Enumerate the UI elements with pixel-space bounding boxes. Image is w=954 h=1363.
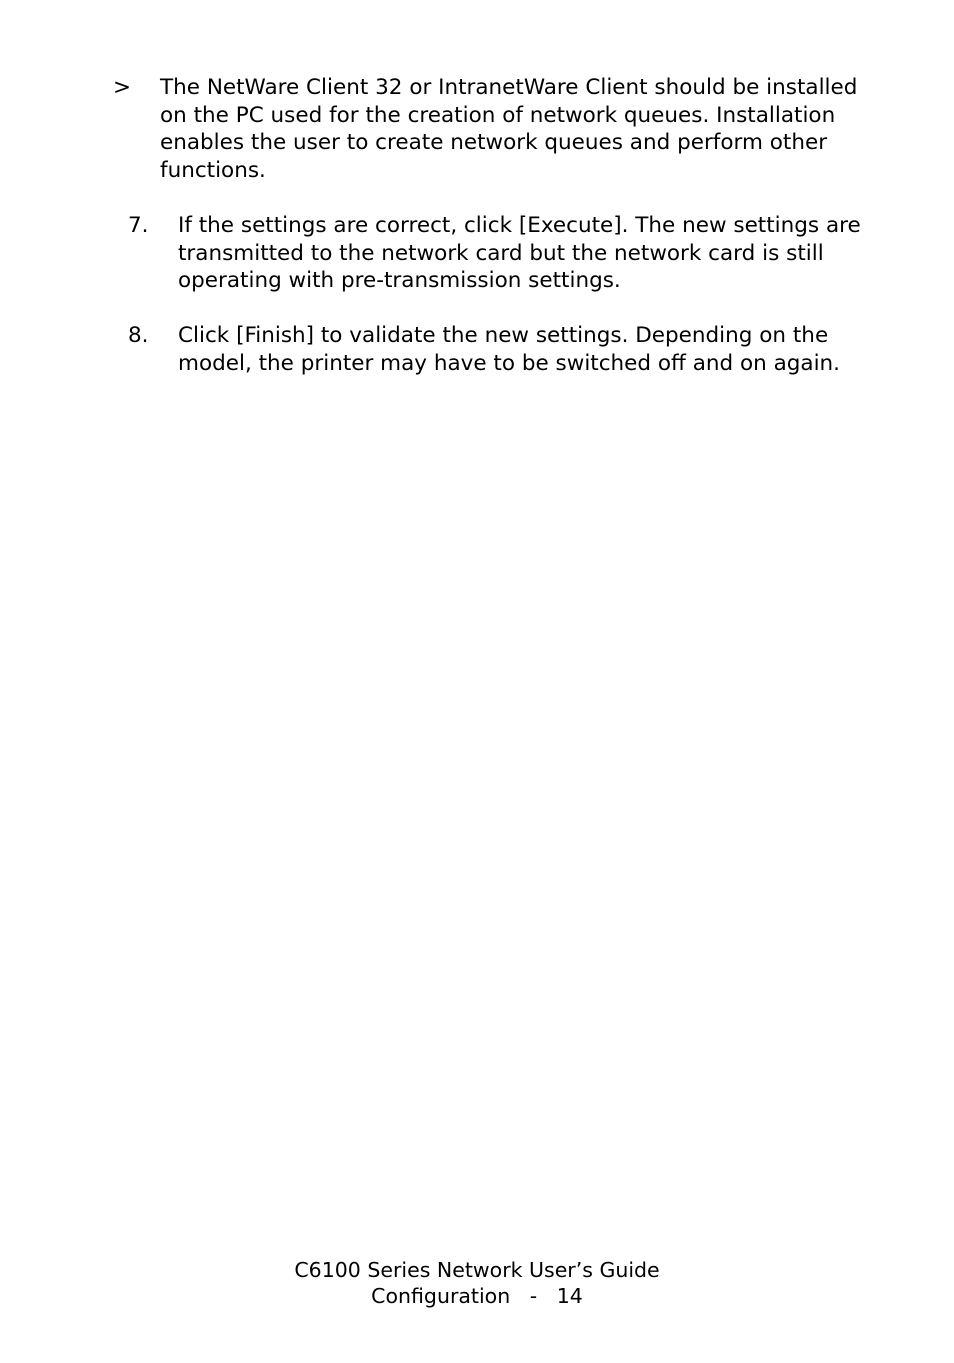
footer-section: Configuration	[371, 1284, 511, 1308]
footer-separator: -	[529, 1284, 538, 1308]
note-marker: >	[113, 75, 132, 100]
step-number: 8.	[128, 323, 149, 348]
step-text: If the settings are correct, click [Execute]. The new settings are transmitted to the network card but the network card is still operating with pre-transmission settings.	[178, 213, 861, 293]
step-7	[128, 212, 888, 295]
step-text: Click [Finish] to validate the new settings. Depending on the model, the printer may have to be switched off and on again.	[178, 323, 841, 376]
page-footer	[0, 1257, 954, 1309]
page-number: 14	[556, 1284, 583, 1308]
footer-page-line	[0, 1283, 954, 1309]
step-number: 7.	[128, 213, 149, 238]
note-text: The NetWare Client 32 or IntranetWare Client should be installed on the PC used for the creation of network queues. Installation enables the user to create network queues and perform other functions.	[160, 75, 858, 183]
footer-title: C6100 Series Network User’s Guide	[294, 1258, 660, 1282]
note-block	[113, 74, 873, 184]
step-8	[128, 322, 888, 377]
